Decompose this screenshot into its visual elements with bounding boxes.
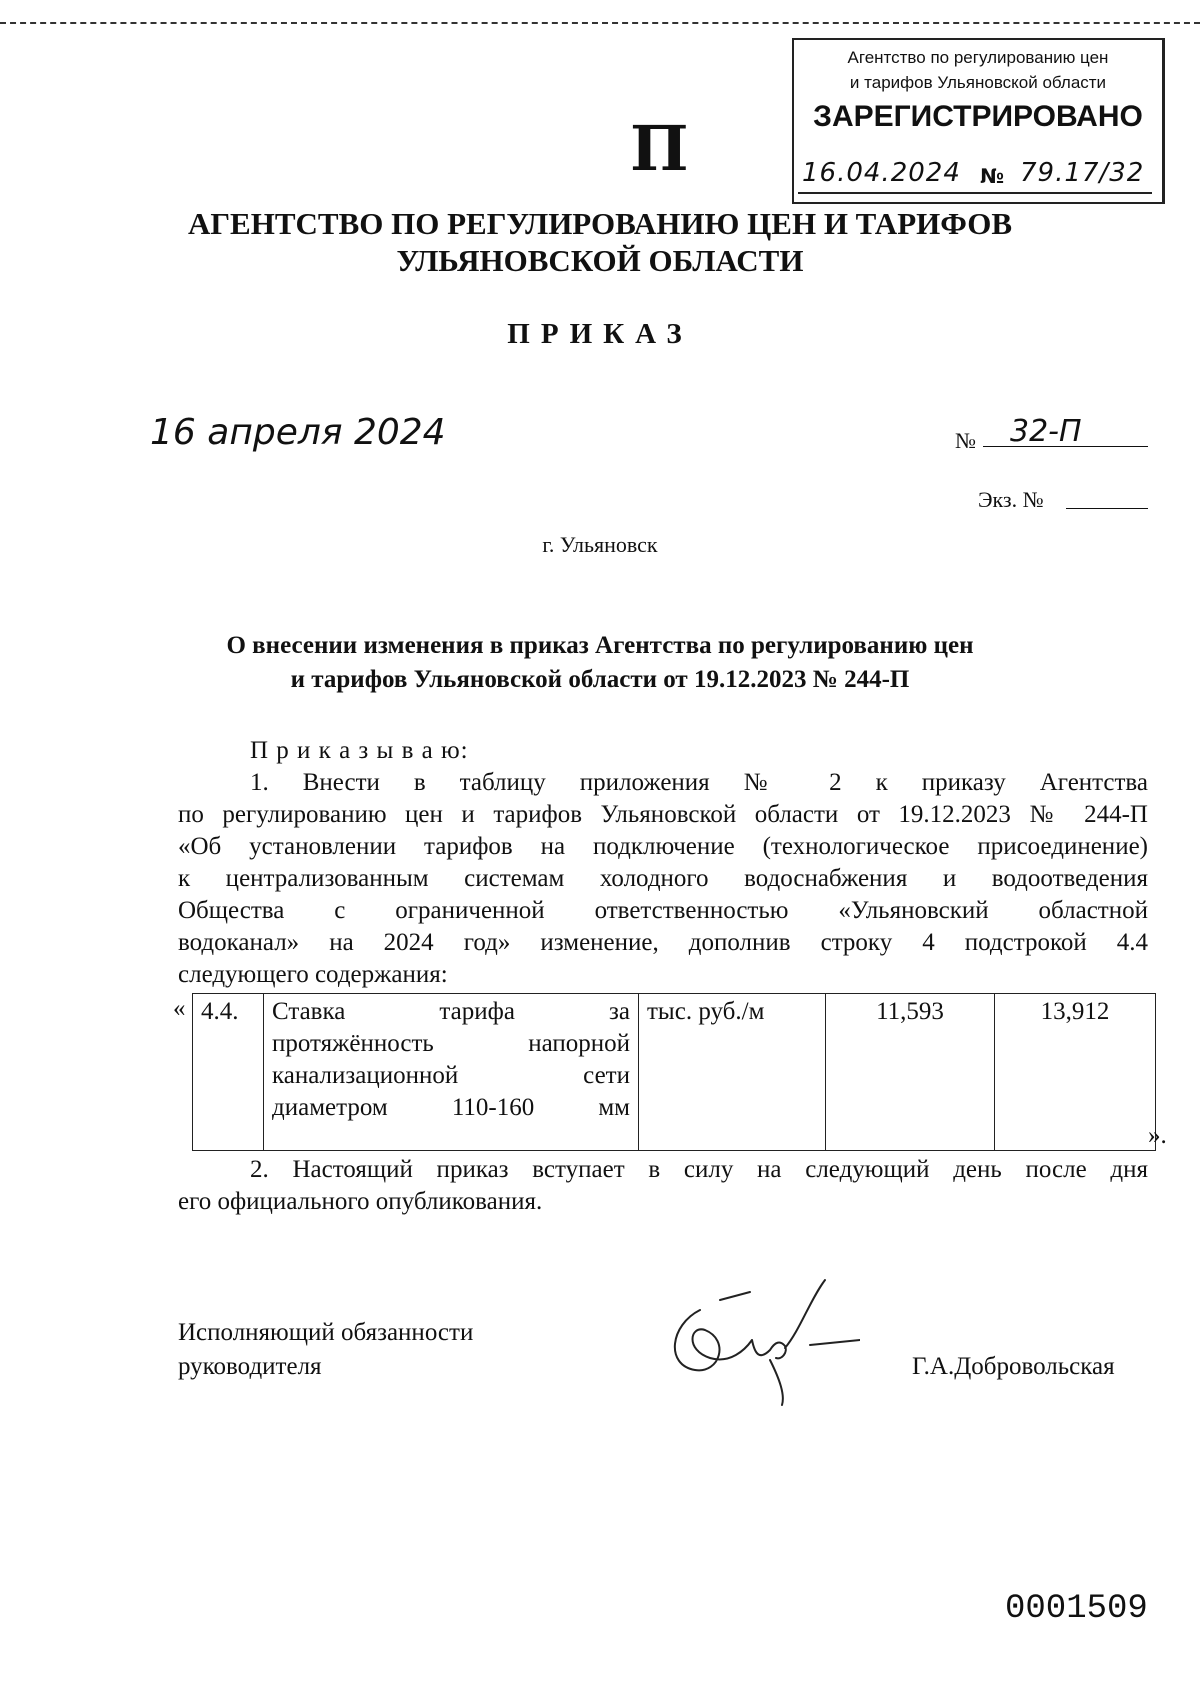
cell-code: 4.4. [193, 994, 264, 1151]
scan-top-edge [0, 22, 1200, 24]
handwritten-date: 16 апреля 2024 [150, 412, 446, 453]
stamp-underline [798, 192, 1152, 194]
paragraph-2 [178, 1154, 1148, 1218]
cell-unit: тыс. руб./м [639, 994, 826, 1151]
cell-value-1: 11,593 [826, 994, 995, 1151]
subject-line1: О внесении изменения в приказ Агентства по регулированию цен [226, 632, 974, 659]
stamp-line1: Агентство по регулированию цен [847, 48, 1109, 67]
stamp-status: ЗАРЕГИСТРИРОВАНО [813, 100, 1143, 133]
stamp-reg-number: 79.17/32 [1020, 158, 1145, 188]
p1-line: следующего содержания: [178, 961, 448, 988]
desc-line: канализационной сети [272, 1062, 630, 1089]
order-number-label: № [955, 428, 976, 453]
copy-number-label: Экз. № [978, 487, 1044, 512]
signatory-title-line1: Исполняющий обязанности [178, 1319, 474, 1346]
quote-open: « [173, 995, 186, 1022]
agency-name-line2: УЛЬЯНОВСКОЙ ОБЛАСТИ [396, 243, 804, 278]
p1-line: 1. Внести в таблицу приложения № 2 к приказу Агентства [250, 769, 1148, 796]
p1-line: Общества с ограниченной ответственностью «Ульяновский областной [178, 897, 1148, 924]
emblem-icon: П [630, 112, 689, 185]
desc-line: Ставка тарифа за [272, 998, 630, 1025]
stamp-registration [798, 158, 1152, 192]
cell-value-2: 13,912 [995, 994, 1156, 1151]
p1-line: к централизованным системам холодного водоснабжения и водоотведения [178, 865, 1148, 892]
paragraph-1 [178, 767, 1148, 991]
subject-line2: и тарифов Ульяновской области от 19.12.2023 № 244-П [290, 666, 910, 693]
desc-line: протяжённость напорной [272, 1030, 630, 1057]
quote-close: ». [1148, 1122, 1167, 1149]
document-type: ПРИКАЗ [507, 318, 693, 350]
desc-line: диаметром 110-160 мм [272, 1094, 630, 1121]
stamp-reg-date: 16.04.2024 [802, 158, 961, 188]
p2-line: его официального опубликования. [178, 1188, 543, 1215]
tariff-table [192, 993, 1156, 1151]
signatory-title [178, 1316, 473, 1384]
p1-line: по регулированию цен и тарифов Ульяновской области от 19.12.2023 № 244-П [178, 801, 1148, 828]
handwritten-order-number: 32-П [1010, 414, 1082, 449]
cell-description [264, 994, 639, 1151]
p1-line: «Об установлении тарифов на подключение (технологическое присоединение) [178, 833, 1148, 860]
signatory-title-line2: руководителя [178, 1353, 322, 1380]
document-serial-number: 0001509 [1005, 1590, 1148, 1628]
p1-line: водоканал» на 2024 год» изменение, дополнив строку 4 подстрокой 4.4 [178, 929, 1148, 956]
table-row [193, 994, 1156, 1151]
copy-number-line [1066, 508, 1148, 509]
order-intro: П р и к а з ы в а ю: [250, 737, 469, 764]
handwritten-signature-icon [660, 1270, 860, 1410]
p2-line: 2. Настоящий приказ вступает в силу на следующий день после дня [250, 1156, 1148, 1183]
registration-stamp [792, 38, 1165, 204]
agency-name-line1: АГЕНТСТВО ПО РЕГУЛИРОВАНИЮ ЦЕН И ТАРИФОВ [187, 206, 1013, 241]
stamp-line2: и тарифов Ульяновской области [849, 73, 1107, 92]
signatory-name: Г.А.Добровольская [912, 1353, 1115, 1380]
city: г. Ульяновск [542, 532, 658, 557]
stamp-reg-no-label: № [980, 164, 1005, 188]
